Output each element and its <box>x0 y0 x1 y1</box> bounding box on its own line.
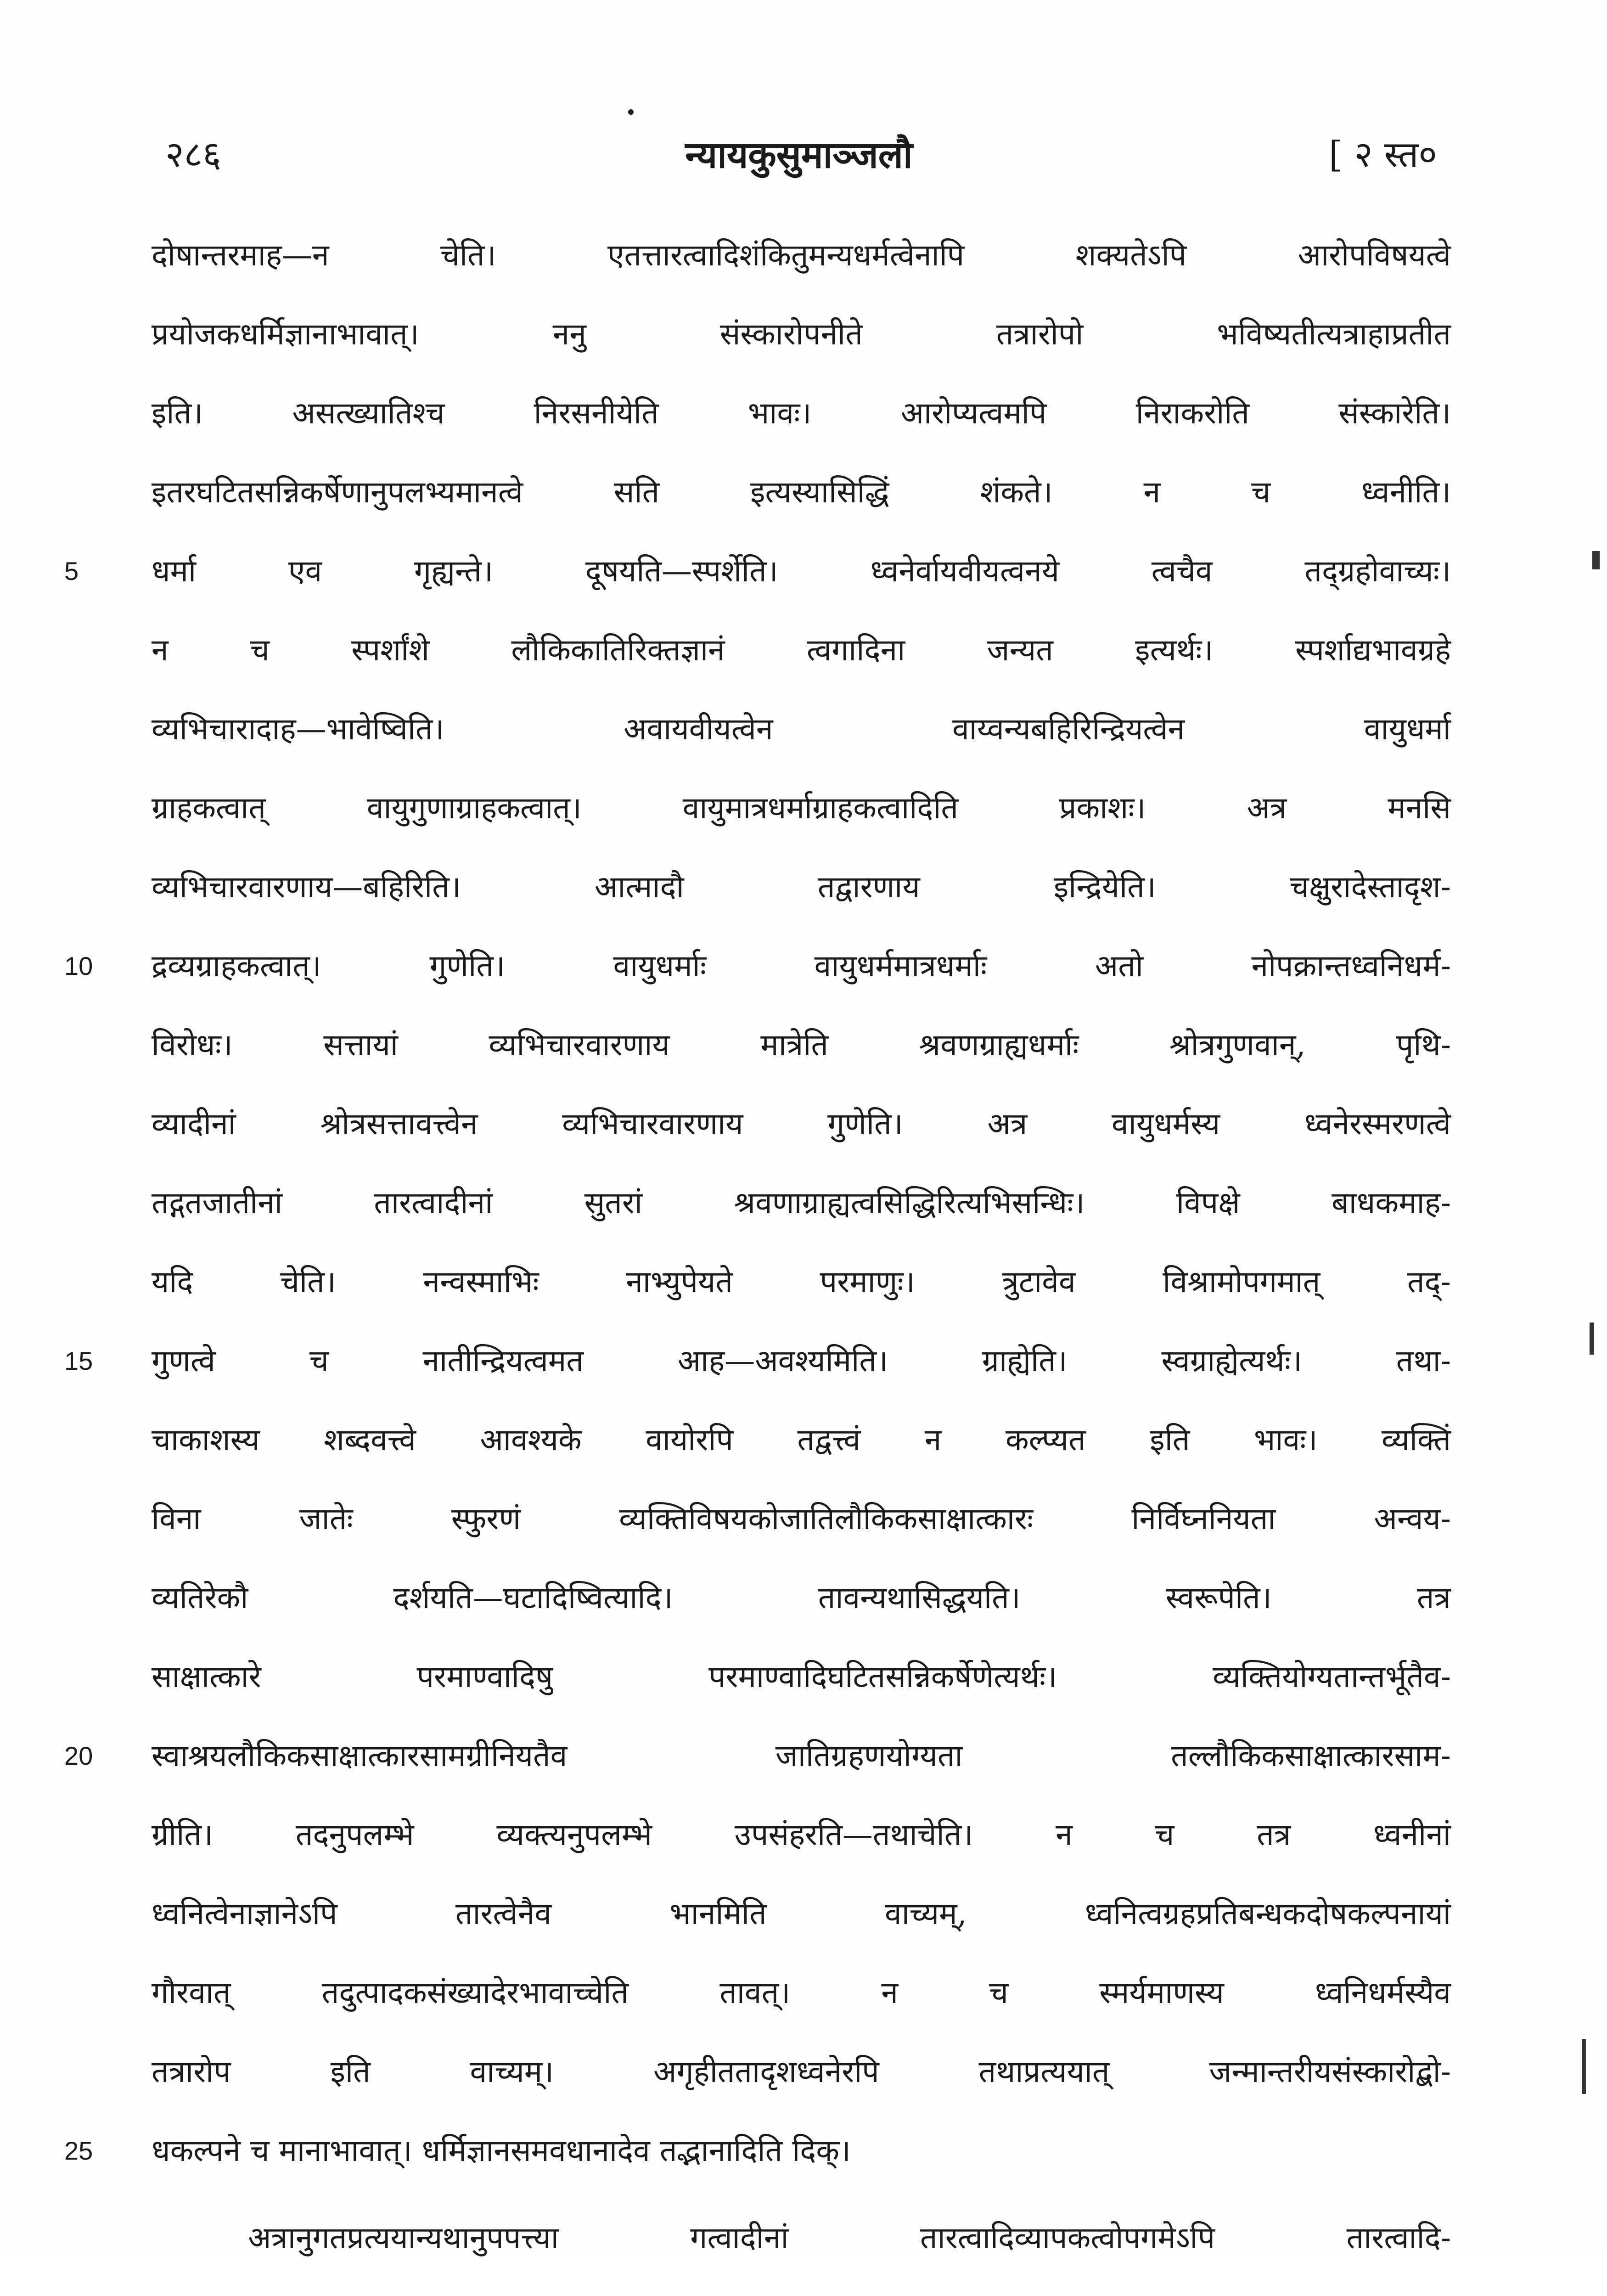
line-number: 5 <box>64 557 79 585</box>
text-line <box>152 216 1451 295</box>
line-text: व्यभिचारवारणाय—बहिरिति। आत्मादौ तद्वारणाय इन्द्रियेति। चक्षुरादेस्तादृश- <box>152 869 1451 905</box>
page-number: २८६ <box>165 134 221 175</box>
edge-scan-mark <box>1582 2039 1586 2094</box>
text-line <box>152 1006 1451 1085</box>
text-line <box>64 532 1451 611</box>
text-line <box>152 1953 1451 2032</box>
page-body <box>64 216 1451 2296</box>
text-line <box>152 1795 1451 1874</box>
line-text: दोषान्तरमाह—न चेति। एतत्तारत्वादिशंकितुमन्यधर्मत्वेनापि शक्यतेऽपि आरोपविषयत्वे <box>152 237 1451 273</box>
text-line <box>152 2278 1451 2296</box>
line-text: व्यभिचारादाह—भावेष्विति। अवायवीयत्वेन वाय्वन्यबहिरिन्द्रियत्वेन वायुधर्मा <box>152 711 1451 747</box>
line-text: धकल्पने च मानाभावात्। धर्मिज्ञानसमवधानादेव तद्भानादिति दिक्। <box>152 2133 851 2168</box>
line-text: विना जातेः स्फुरणं व्यक्तिविषयकोजातिलौकिकसाक्षात्कारः निर्विघ्ननियता अन्वय- <box>152 1501 1451 1536</box>
line-text: द्रव्यग्राहकत्वात्। गुणेति। वायुधर्माः वायुधर्ममात्रधर्माः अतो नोपक्रान्तध्वनिधर्म- <box>152 948 1451 984</box>
line-text: ध्वनित्वेनाज्ञानेऽपि तारत्वेनैव भानमिति वाच्यम्, ध्वनित्वग्रहप्रतिबन्धकदोषकल्पनायां <box>152 1896 1451 1931</box>
line-text: व्यतिरेकौ दर्शयति—घटादिष्वित्यादि। तावन्यथासिद्धयति। स्वरूपेति। तत्र <box>152 1580 1451 1615</box>
line-number: 25 <box>64 2136 93 2165</box>
line-text: विरोधः। सत्तायां व्यभिचारवारणाय मात्रेति श्रवणग्राह्यधर्माः श्रोत्रगुणवान्, पृथि- <box>152 1027 1451 1063</box>
text-line <box>152 1085 1451 1164</box>
text-line <box>64 1322 1451 1401</box>
edge-scan-mark <box>1590 1322 1594 1355</box>
text-line <box>152 848 1451 927</box>
line-text: इति। असत्ख्यातिश्च निरसनीयेति भावः। आरोप्यत्वमपि निराकरोति संस्कारेति। <box>152 395 1451 431</box>
text-line <box>64 2111 1451 2190</box>
line-text: तत्रारोप इति वाच्यम्। अगृहीततादृशध्वनेरपि तथाप्रत्ययात् जन्मान्तरीयसंस्कारोद्बो- <box>152 2054 1451 2089</box>
running-title: न्यायकुसुमाञ्जलौ <box>685 133 913 176</box>
text-line <box>152 2199 1451 2278</box>
text-line <box>152 1243 1451 1322</box>
line-text: साक्षात्कारे परमाण्वादिषु परमाण्वादिघटितसन्निकर्षेणेत्यर्थः। व्यक्तियोग्यतान्तर्भूतैव- <box>152 1659 1451 1694</box>
text-line <box>152 1874 1451 1953</box>
line-text: धर्मा एव गृह्यन्ते। दूषयति—स्पर्शेति। ध्वनेर्वायवीयत्वनये त्वचैव तद्ग्रहोवाच्यः। <box>152 553 1451 589</box>
text-line <box>152 1401 1451 1480</box>
text-line <box>152 690 1451 769</box>
text-line <box>152 769 1451 848</box>
line-text: प्रयोजकधर्मिज्ञानाभावात्। ननु संस्कारोपनीते तत्रारोपो भविष्यतीत्यत्राहाप्रतीत <box>152 316 1451 352</box>
line-text: स्वाश्रयलौकिकसाक्षात्कारसामग्रीनियतैव जातिग्रहणयोग्यता तल्लौकिकसाक्षात्कारसाम- <box>152 1738 1451 1773</box>
text-line <box>64 1716 1451 1795</box>
line-text: ग्रीति। तदनुपलम्भे व्यक्त्यनुपलम्भे उपसंहरति—तथाचेति। न च तत्र ध्वनीनां <box>152 1817 1451 1852</box>
commentary-paragraph-2 <box>152 2199 1451 2296</box>
line-number: 10 <box>64 951 93 980</box>
text-line <box>152 453 1451 532</box>
line-number: 20 <box>64 1741 93 1770</box>
text-line <box>152 1480 1451 1559</box>
line-text: इतरघटितसन्निकर्षेणानुपलभ्यमानत्वे सति इत्यस्यासिद्धिं शंकते। न च ध्वनीति। <box>152 474 1451 510</box>
line-text: गौरवात् तदुत्पादकसंख्यादेरभावाच्चेति तावत्। न च स्मर्यमाणस्य ध्वनिधर्मस्यैव <box>152 1975 1451 2010</box>
print-dot <box>628 109 634 115</box>
line-text: यदि चेति। नन्वस्माभिः नाभ्युपेयते परमाणुः। त्रुटावेव विश्रामोपगमात् तद्- <box>152 1264 1451 1300</box>
text-line <box>152 295 1451 374</box>
line-text: ग्राहकत्वात् वायुगुणाग्राहकत्वात्। वायुमात्रधर्माग्राहकत्वादिति प्रकाशः। अत्र मनसि <box>152 790 1451 826</box>
text-line <box>152 611 1451 690</box>
line-text: चाकाशस्य शब्दवत्त्वे आवश्यके वायोरपि तद्वत्त्वं न कल्प्यत इति भावः। व्यक्तिं <box>152 1422 1451 1458</box>
line-text: गुणत्वे च नातीन्द्रियत्वमत आह—अवश्यमिति। ग्राह्येति। स्वग्राह्येत्यर्थः। तथा- <box>152 1343 1451 1379</box>
line-text: व्यादीनां श्रोत्रसत्तावत्त्वेन व्यभिचारवारणाय गुणेति। अत्र वायुधर्मस्य ध्वनेरस्मरणत्वे <box>152 1106 1451 1142</box>
text-line <box>152 1638 1451 1716</box>
line-number: 15 <box>64 1346 93 1375</box>
text-line <box>152 1559 1451 1638</box>
text-line <box>64 927 1451 1006</box>
text-line <box>152 1164 1451 1243</box>
text-line <box>152 374 1451 453</box>
line-text: अत्रानुगतप्रत्ययान्यथानुपपत्त्या गत्वादीनां तारत्वादिव्यापकत्वोपगमेऽपि तारत्वादि- <box>248 2220 1451 2256</box>
section-marker: [ २ स्त० <box>1329 134 1437 175</box>
line-text: न च स्पर्शांशे लौकिकातिरिक्तज्ञानं त्वगादिना जन्यत इत्यर्थः। स्पर्शाद्यभावग्रहे <box>152 632 1451 668</box>
text-line <box>152 2032 1451 2111</box>
line-text: तद्गतजातीनां तारत्वादीनां सुतरां श्रवणाग्राह्यत्वसिद्धिरित्यभिसन्धिः। विपक्षे बाधकमाह- <box>152 1185 1451 1221</box>
page-header <box>152 129 1446 188</box>
edge-scan-mark <box>1592 551 1600 569</box>
commentary-paragraph-1 <box>64 216 1451 2190</box>
